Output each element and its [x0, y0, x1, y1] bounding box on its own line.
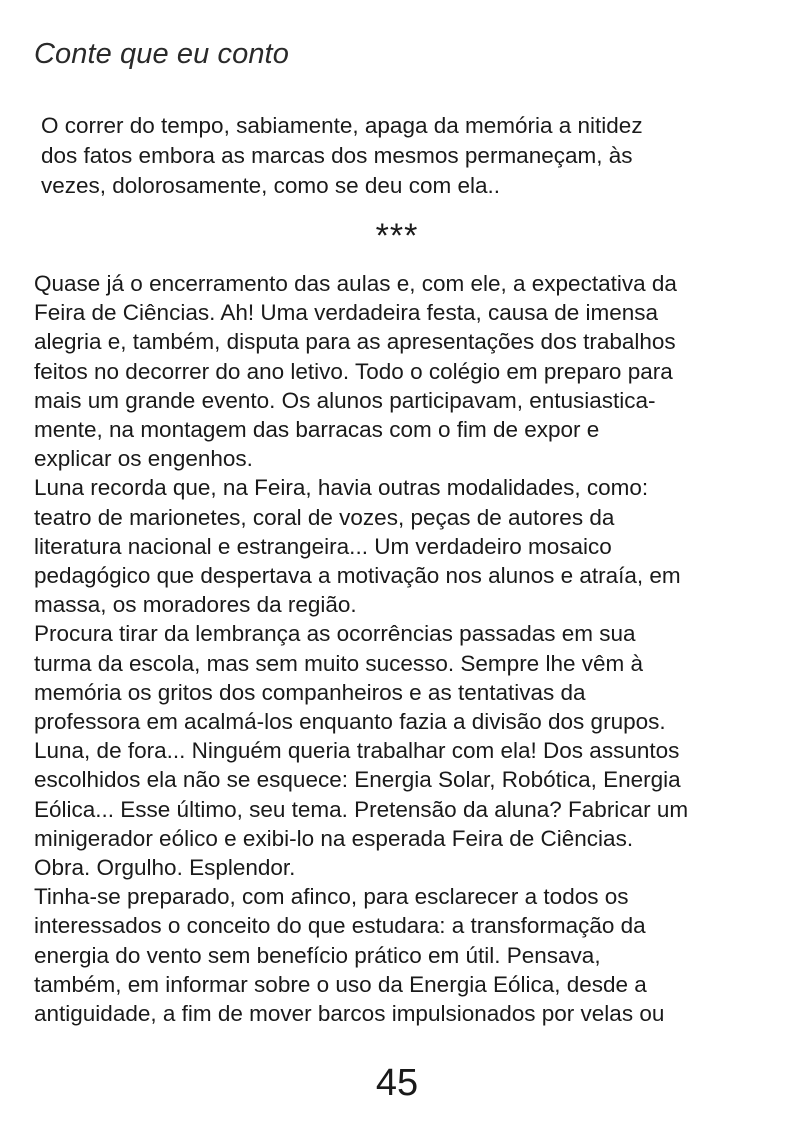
epigraph	[41, 111, 761, 201]
body-text	[34, 269, 764, 1028]
section-separator: ***	[375, 217, 419, 255]
body-line: turma da escola, mas sem muito sucesso. Sempre lhe vêm à	[34, 650, 643, 676]
body-line: Procura tirar da lembrança as ocorrências passadas em sua	[34, 621, 636, 647]
body-line: interessados o conceito do que estudara: a transformação da	[34, 913, 646, 939]
body-line: Tinha-se preparado, com afinco, para esclarecer a todos os	[34, 884, 629, 910]
body-line: professora em acalmá-los enquanto fazia a divisão dos grupos.	[34, 709, 666, 735]
epigraph-line: dos fatos embora as marcas dos mesmos permaneçam, às	[41, 143, 633, 168]
body-line: Luna, de fora... Ninguém queria trabalhar com ela! Dos assuntos	[34, 738, 680, 764]
body-line: teatro de marionetes, coral de vozes, peças de autores da	[34, 504, 615, 530]
body-line: energia do vento sem benefício prático em útil. Pensava,	[34, 942, 601, 968]
body-line: explicar os engenhos.	[34, 446, 253, 472]
body-line: Quase já o encerramento das aulas e, com ele, a expectativa da	[34, 271, 677, 296]
body-line: mente, na montagem das barracas com o fim de expor e	[34, 417, 600, 443]
body-line: escolhidos ela não se esquece: Energia Solar, Robótica, Energia	[34, 767, 681, 793]
body-line: feitos no decorrer do ano letivo. Todo o colégio em preparo para	[34, 358, 673, 384]
body-line: minigerador eólico e exibi-lo na esperada Feira de Ciências.	[34, 825, 634, 851]
body-line: mais um grande evento. Os alunos participavam, entusiastica-	[34, 387, 656, 413]
epigraph-line: O correr do tempo, sabiamente, apaga da memória a nitidez	[41, 113, 643, 138]
body-line: memória os gritos dos companheiros e as tentativas da	[34, 679, 586, 705]
body-line: também, em informar sobre o uso da Energia Eólica, desde a	[34, 971, 647, 997]
epigraph-line: vezes, dolorosamente, como se deu com ela..	[41, 173, 500, 198]
body-line: Luna recorda que, na Feira, havia outras modalidades, como:	[34, 475, 649, 501]
body-line: massa, os moradores da região.	[34, 592, 357, 618]
body-line: alegria e, também, disputa para as apresentações dos trabalhos	[34, 329, 676, 355]
body-line: Feira de Ciências. Ah! Uma verdadeira festa, causa de imensa	[34, 300, 659, 326]
body-line: literatura nacional e estrangeira... Um verdadeiro mosaico	[34, 533, 612, 559]
body-line: Eólica... Esse último, seu tema. Pretensão da aluna? Fabricar um	[34, 796, 689, 822]
page-number: 45	[375, 1062, 419, 1104]
body-line: antiguidade, a fim de mover barcos impulsionados por velas ou	[34, 1001, 665, 1027]
running-header-title: Conte que eu conto	[34, 38, 289, 70]
body-line: pedagógico que despertava a motivação nos alunos e atraía, em	[34, 563, 681, 589]
body-line: Obra. Orgulho. Esplendor.	[34, 855, 296, 881]
